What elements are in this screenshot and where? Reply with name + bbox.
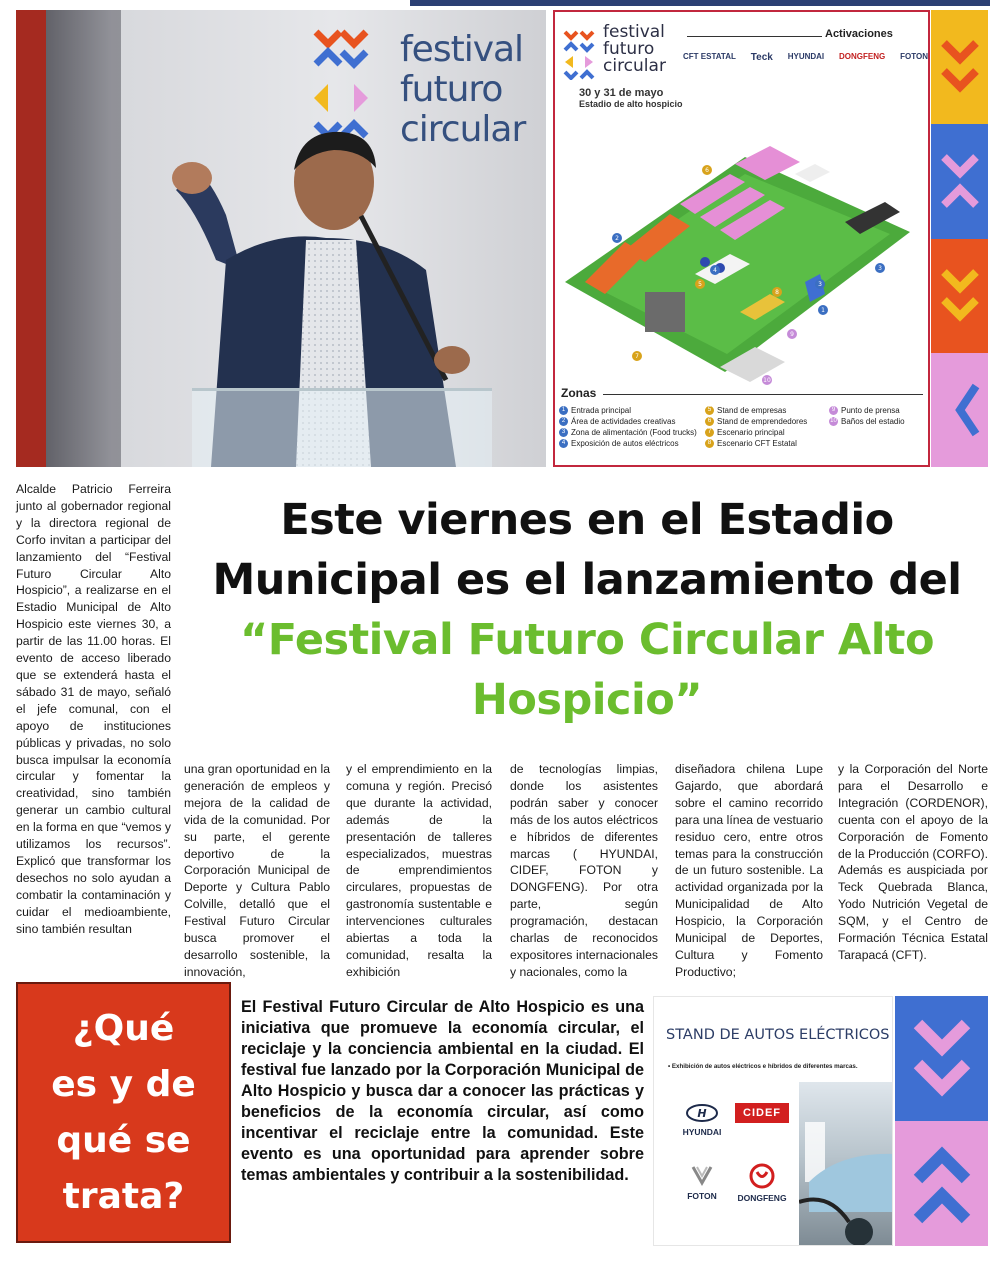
zone-item [559, 428, 705, 437]
tile-blue [931, 124, 988, 238]
zones-legend [559, 406, 929, 448]
venue-map-illustration [555, 122, 928, 387]
photo-shadow [46, 10, 121, 467]
chevron-icon [940, 266, 980, 326]
white-tent [795, 164, 830, 182]
map-marker: 8 [775, 289, 779, 296]
zone-label: Exposición de autos eléctricos [571, 439, 679, 448]
map-marker: 3 [818, 281, 822, 288]
zone-label: Zona de alimentación (Food trucks) [571, 428, 697, 437]
article-column-4 [675, 761, 823, 981]
zone-item [705, 439, 829, 448]
photo-red-wall [16, 10, 46, 467]
article-intro-column [16, 481, 171, 937]
zone-label: Stand de emprendedores [717, 417, 808, 426]
tile-yellow [931, 10, 988, 124]
map-title [603, 24, 666, 75]
question-box [16, 982, 231, 1243]
chevron-icon [940, 151, 980, 211]
brand-tiles [931, 10, 988, 467]
map-marker: 9 [790, 331, 794, 338]
chevron-icon [940, 37, 980, 97]
backdrop-line: festival [400, 29, 524, 70]
sponsor-logo: Teck [750, 52, 773, 63]
article-text: de tecnologías limpias, donde los asistentes podrán saber y conocer más de los autos eléctricos e híbridos de diferentes marcas ( HYUNDAI, CIDEF, FOTON y DONGFENG). Por otra parte, según programación, destacan charlas de reconocidos expositores internacionales y nacionales, como la [510, 762, 658, 979]
zone-number-badge: 9 [829, 406, 838, 415]
article-intro-text: Alcalde Patricio Ferreira junto al gobernador regional y la directora regional de Corfo invitan a participar del lanzamiento del “Festival Futuro Circular Alto Hospicio”, a realizarse en el Estadio Municipal de Alto Hospicio este viernes 30, a partir de las 11.00 horas. El evento de acceso liberado que se extenderá hasta el sábado 31 de mayo, señaló el jefe comunal, con el apoyo de instituciones públicas y privadas, no solo busca impulsar la economía circular y fomentar la creatividad, sino también generar un cambio cultural en la forma en que “vemos y utilizamos los recursos”. Explicó que transformar los desechos no solo ayudan a combatir la contaminación y cuidar el medioambiente, sino también resultan [16, 482, 171, 936]
sponsor-logo: CFT ESTATAL [683, 52, 736, 61]
svg-text:H: H [697, 1107, 707, 1120]
tile-blue [895, 996, 988, 1121]
map-title-line: festival [603, 22, 665, 42]
chevron-icon [910, 1139, 974, 1229]
car-icon [700, 257, 710, 267]
sponsor-logo: DONGFENG [839, 52, 886, 61]
question-line: trata? [62, 1175, 185, 1217]
zone-label: Área de actividades creativas [571, 417, 676, 426]
zone-number-badge: 8 [705, 439, 714, 448]
map-marker: 7 [635, 353, 639, 360]
brand-cidef [732, 1103, 792, 1137]
zone-item [829, 406, 929, 415]
question-line: qué se [56, 1119, 191, 1161]
zone-number-badge: 10 [830, 418, 837, 424]
hyundai-logo-icon [685, 1103, 719, 1123]
brand-foton [672, 1163, 732, 1203]
festival-summary: El Festival Futuro Circular de Alto Hospicio es una iniciativa que promueve la economía circular, el reciclaje y la conciencia ambiental en la ciudad. El festival fue lanzado por la Corporación Municipal de Alto Hospicio y busca dar a conocer las prácticas y beneficios de la economía circular, así como incentivar el reciclaje entre la comunidad. Este evento es una oportunidad para aprender sobre temas ambientales y contribuir a la sostenibilidad. [241, 998, 644, 1184]
stand-brand-tiles [895, 996, 988, 1246]
speaker-photo [16, 10, 546, 467]
chevron-icon [910, 1014, 974, 1104]
zones-divider [603, 394, 923, 395]
map-title-line: futuro [603, 39, 655, 59]
headline-green-part: “Festival Futuro Circular Alto Hospicio” [239, 615, 935, 725]
zone-label: Stand de empresas [717, 406, 787, 415]
question-line: es y de [51, 1063, 196, 1105]
chevron-icon [940, 380, 980, 440]
map-marker: 10 [763, 377, 771, 384]
brand-logos [672, 1103, 792, 1203]
electric-car-photo [799, 1082, 893, 1246]
zone-item [559, 439, 705, 448]
festival-map [553, 10, 930, 467]
map-title-line: circular [603, 56, 666, 76]
tile-pink [895, 1121, 988, 1246]
zone-item [829, 428, 929, 437]
dongfeng-logo-icon [749, 1163, 775, 1189]
zone-item [705, 428, 829, 437]
zone-number-badge: 1 [559, 406, 568, 415]
brand-hyundai [672, 1103, 732, 1137]
map-marker: 5 [698, 281, 702, 288]
tile-pink [931, 353, 988, 467]
question-line: ¿Qué [72, 1007, 175, 1049]
top-accent-bar [410, 0, 990, 6]
article-text: y la Corporación del Norte para el Desarrollo e Integración (CORDENOR), cuenta con el apoyo de la Corporación de Fomento de la Producción (CORFO). Además es auspiciada por Teck Quebrada Blanca, Yodo Nutrición Vegetal de SQM, y el Centro de Formación Técnica Estatal Tarapacá (CFT). [838, 762, 988, 962]
zone-number-badge: 2 [559, 417, 568, 426]
zone-label: Baños del estadio [841, 417, 905, 426]
zone-item [705, 417, 829, 426]
backdrop-line: futuro [400, 69, 503, 110]
article-text: una gran oportunidad en la generación de empleos y mejora de la calidad de vida de la comunidad. Por su parte, el gerente deportivo de la Corporación Municipal de Deporte y Cultura Pablo Colville, detalló que el Festival Futuro Circular busca promover el desarrollo sostenible, la innovación, [184, 762, 330, 979]
article-column-2 [346, 761, 492, 981]
map-venue-text: Estadio de alto hospicio [579, 99, 683, 109]
brand-name: DONGFENG [737, 1193, 787, 1203]
brand-name: HYUNDAI [682, 1127, 722, 1137]
sponsor-logos [683, 52, 928, 63]
map-marker: 4 [713, 267, 717, 274]
sponsor-logo: HYUNDAI [787, 52, 825, 61]
electric-cars-stand-ad [653, 996, 893, 1246]
map-logo-icon [563, 28, 599, 80]
brand-name: FOTON [687, 1191, 717, 1201]
zone-item [829, 439, 929, 448]
map-marker: 1 [821, 307, 825, 314]
zone-item [559, 417, 705, 426]
article-column-1 [184, 761, 330, 981]
zone-number-badge: 7 [705, 428, 714, 437]
map-date-text: 30 y 31 de mayo [579, 87, 664, 99]
stand-title: STAND DE AUTOS ELÉCTRICOS [666, 1027, 890, 1043]
stand-subtitle: • Exhibición de autos eléctricos e híbridos de diferentes marcas. [668, 1063, 858, 1070]
headline-black-part: Este viernes en el Estadio Municipal es el lanzamiento del [212, 495, 962, 605]
article-column-3 [510, 761, 658, 981]
zone-number-badge: 3 [559, 428, 568, 437]
map-marker: 6 [705, 167, 709, 174]
stage-structure [645, 292, 685, 332]
zone-label: Entrada principal [571, 406, 632, 415]
zone-label: Escenario CFT Estatal [717, 439, 797, 448]
article-text: diseñadora chilena Lupe Gajardo, que abordará sobre el camino recorrido para una línea de vestuario residuo cero, entre otros temas para la construcción de un futuro sostenible. La actividad organizada por la Municipalidad de Alto Hospicio, la Corporación Municipal de Deportes, Cultura y Fomento Productivo; [675, 762, 823, 979]
map-marker: 3 [878, 265, 882, 272]
map-date [579, 88, 683, 110]
sponsor-logo: FOTON [900, 52, 928, 61]
article-text: y el emprendimiento en la comuna y región. Precisó que durante la actividad, además de la presentación de talleres especializados, muestras de emprendimientos circulares, propuestas de gastronomía sustentable e intervenciones culturales abiertas a toda la comunidad, resalta la exhibición [346, 762, 492, 979]
backdrop-line: circular [400, 109, 526, 150]
zone-number-badge: 5 [705, 406, 714, 415]
brand-dongfeng [732, 1163, 792, 1203]
activations-title: Activaciones [825, 28, 893, 40]
headline [184, 490, 990, 730]
zone-number-badge: 4 [559, 439, 568, 448]
foton-logo-icon [689, 1163, 715, 1187]
map-marker: 2 [615, 235, 619, 242]
brand-name: CIDEF [735, 1103, 789, 1123]
article-column-5 [838, 761, 988, 964]
zone-label: Punto de prensa [841, 406, 900, 415]
activations-divider [687, 36, 822, 37]
tile-orange [931, 239, 988, 353]
zone-item [559, 406, 705, 415]
zone-number-badge: 6 [705, 417, 714, 426]
zones-title: Zonas [561, 386, 597, 400]
glass-podium [192, 388, 492, 467]
zone-item [705, 406, 829, 415]
car-image [799, 1082, 893, 1246]
zone-item [829, 417, 929, 426]
zone-label: Escenario principal [717, 428, 785, 437]
